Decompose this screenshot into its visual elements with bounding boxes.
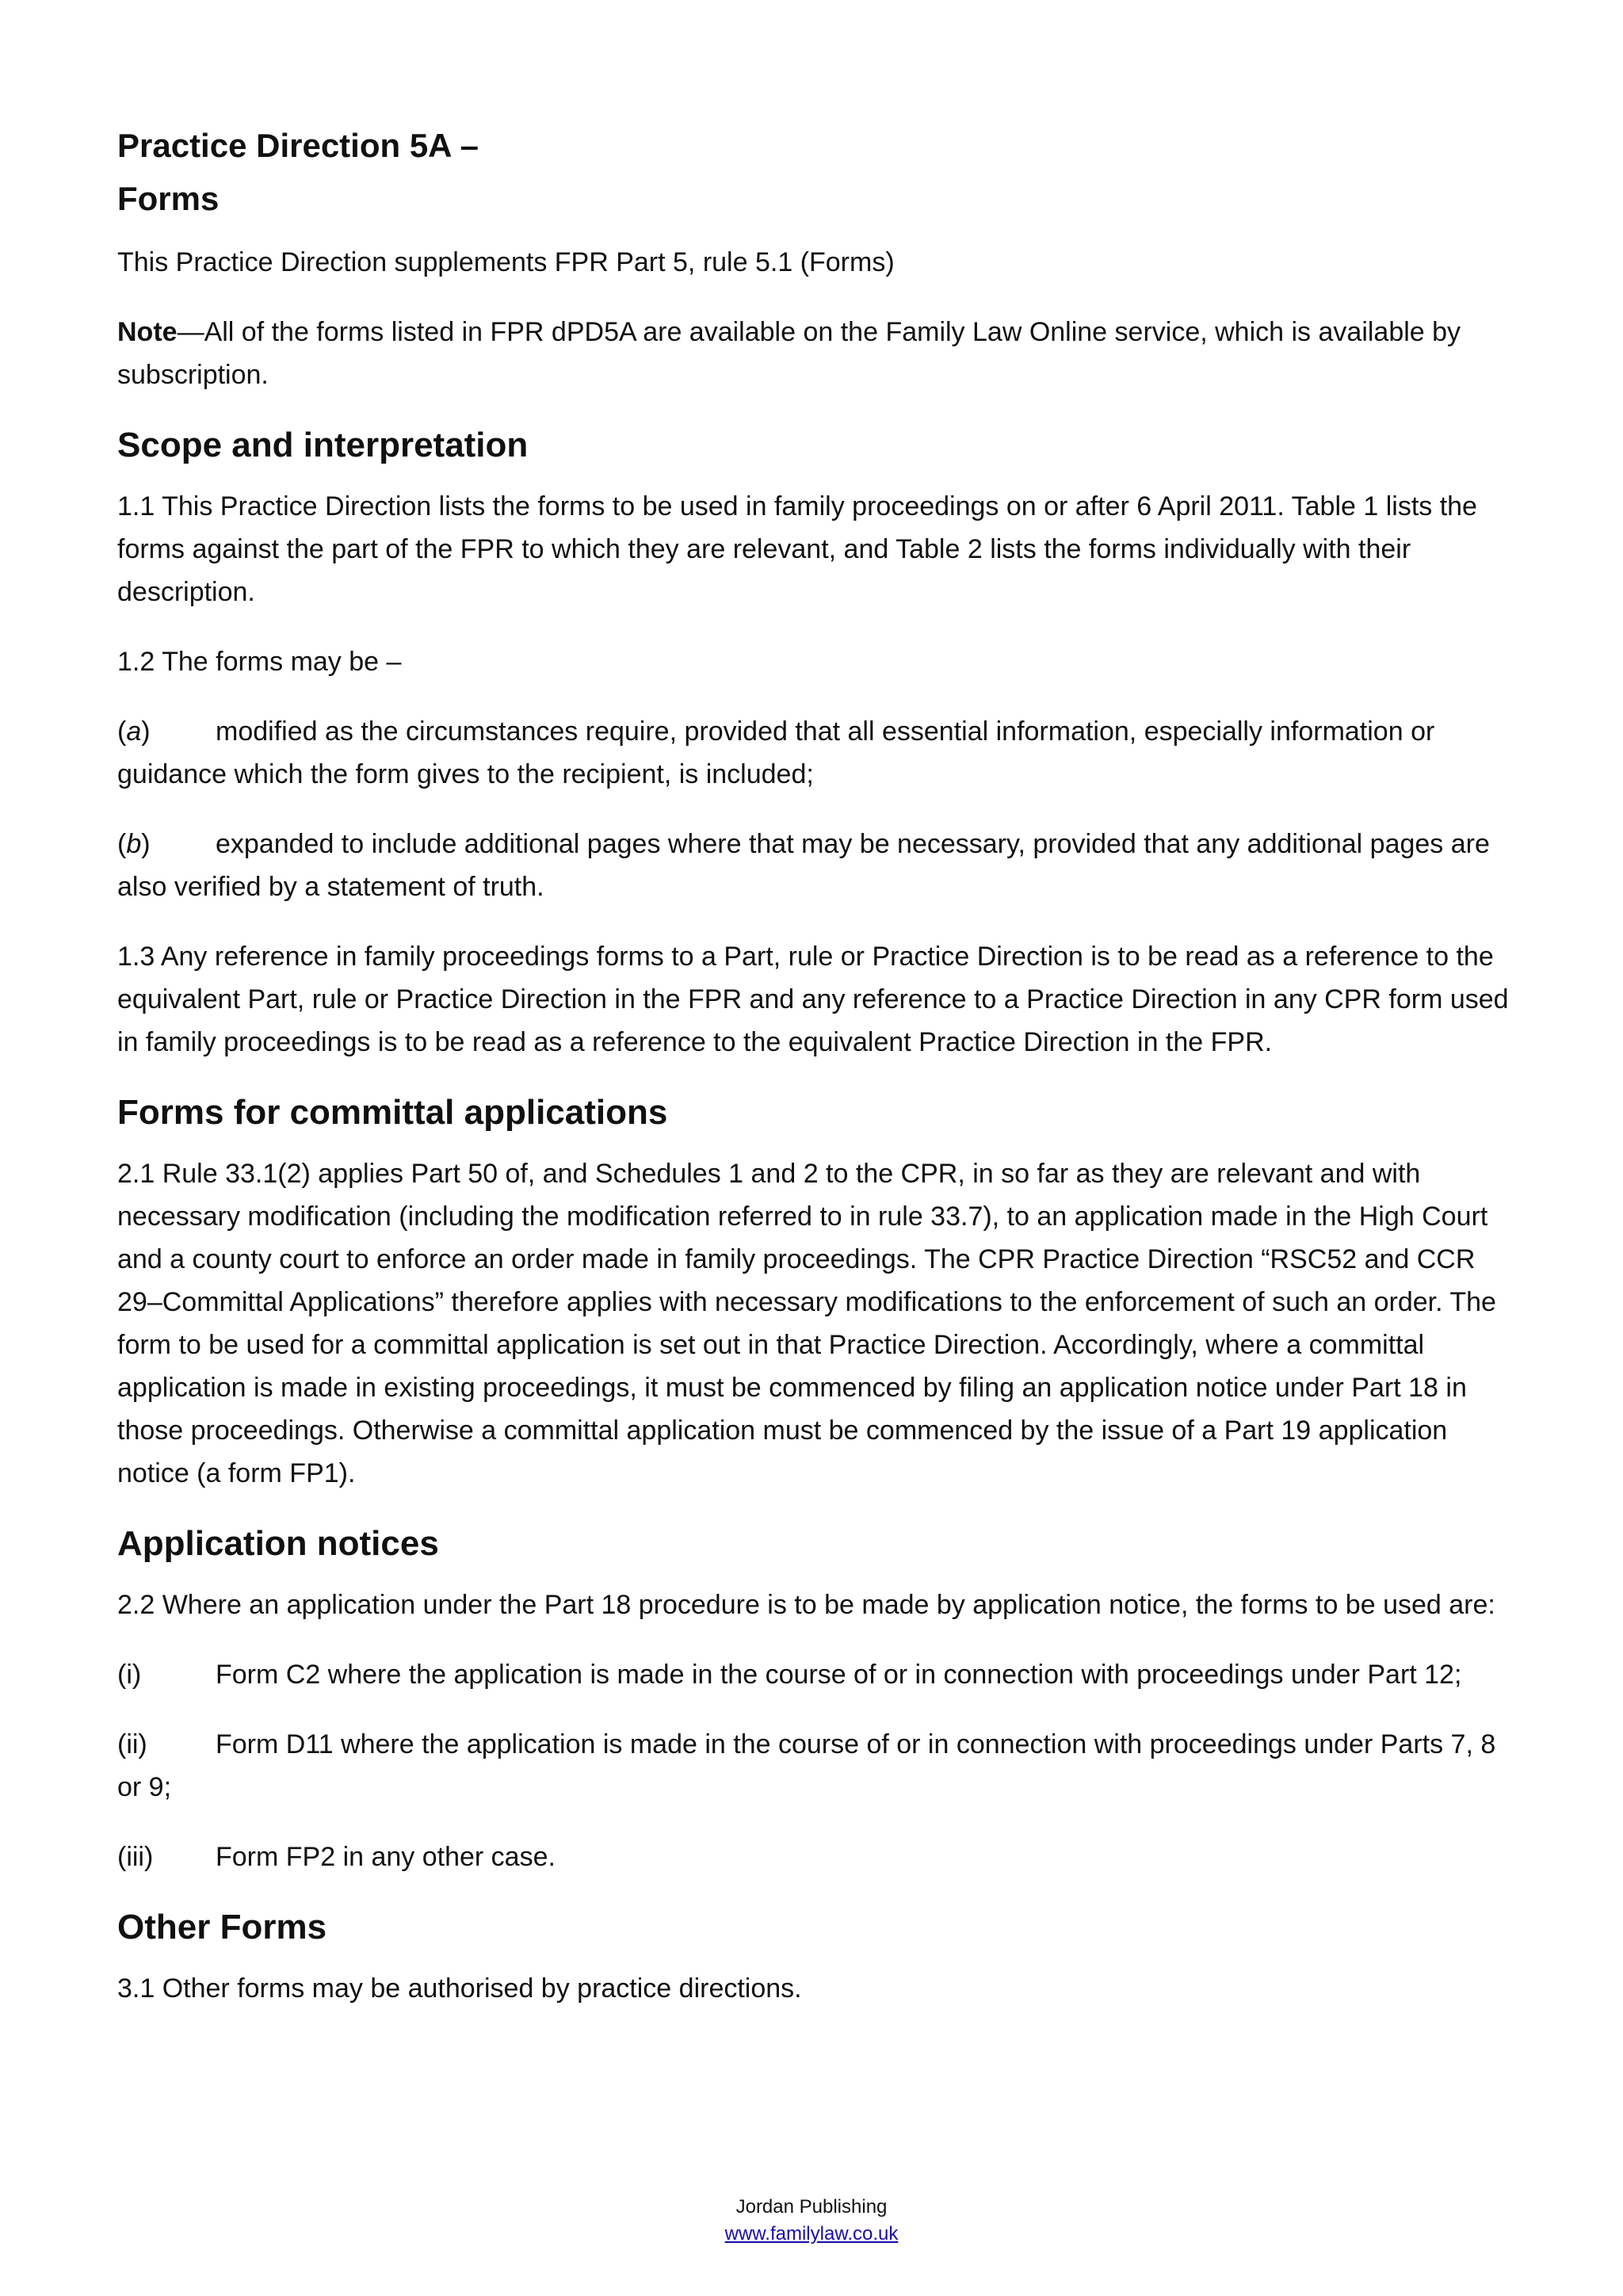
paragraph-1-1: 1.1 This Practice Direction lists the forms to be used in family proceedings on or after 6 April 2011. Table 1 lists the forms against the part of the FPR to which they are relevant, and Table 2 lists the forms individually with their description.: [117, 491, 1477, 607]
list-item-text: Form D11 where the application is made in the course of or in connection with proceedings under Parts 7, 8 or 9;: [117, 1729, 1496, 1802]
intro-paragraph: This Practice Direction supplements FPR Part 5, rule 5.1 (Forms): [117, 247, 895, 277]
list-item-label: (i): [117, 1660, 142, 1690]
paragraph-2-1: 2.1 Rule 33.1(2) applies Part 50 of, and Schedules 1 and 2 to the CPR, in so far as they are relevant and with necessary modification (including the modification referred to in rule 33.7), to an application made in the High Court and a county court to enforce an order made in family proceedings. The CPR Practice Direction “RSC52 and CCR 29–Committal Applications” therefore applies with necessary modifications to the enforcement of such an order. The form to be used for a committal application is set out in that Practice Direction. Accordingly, where a committal application is made in existing proceedings, it must be commenced by filing an application notice under Part 18 in those proceedings. Otherwise a committal application must be commenced by the issue of a Part 19 application notice (a form FP1).: [117, 1159, 1496, 1488]
title-line-1: Practice Direction 5A –: [117, 127, 479, 164]
note-text: —All of the forms listed in FPR dPD5A are available on the Family Law Online service, which is available by subscription.: [117, 317, 1461, 390]
paragraph-1-3: 1.3 Any reference in family proceedings forms to a Part, rule or Practice Direction is to be read as a reference to the equivalent Part, rule or Practice Direction in the FPR and any reference to a Practice Direction in any CPR form used in family proceedings is to be read as a reference to the equivalent Practice Direction in the FPR.: [117, 942, 1509, 1057]
footer-publisher: Jordan Publishing: [735, 2196, 888, 2218]
document-page: [117, 119, 1522, 2037]
heading-application-notices: Application notices: [117, 1524, 439, 1563]
list-item-text: Form C2 where the application is made in the course of or in connection with proceedings under Part 12;: [216, 1660, 1462, 1690]
list-item-text: expanded to include additional pages where that may be necessary, provided that any additional pages are also verified by a statement of truth.: [117, 829, 1490, 902]
heading-scope: Scope and interpretation: [117, 426, 529, 464]
list-item-text: Form FP2 in any other case.: [216, 1842, 556, 1872]
list-item-label: (iii): [117, 1842, 154, 1872]
title-line-2: Forms: [117, 180, 220, 217]
heading-committal: Forms for committal applications: [117, 1093, 668, 1132]
list-item-text: modified as the circumstances require, provided that all essential information, especially information or guidance which the form gives to the recipient, is included;: [117, 716, 1435, 789]
list-item-iii: [117, 1836, 1522, 1878]
list-item-ii: [117, 1723, 1522, 1809]
list-item-b: [117, 823, 1522, 908]
list-item-a: [117, 710, 1522, 796]
list-item-i: [117, 1653, 1522, 1696]
list-item-label: (ii): [117, 1729, 147, 1759]
list-item-label: (a): [117, 716, 151, 747]
paragraph-2-2: 2.2 Where an application under the Part 18 procedure is to be made by application notice, the forms to be used are:: [117, 1590, 1495, 1620]
heading-other-forms: Other Forms: [117, 1908, 327, 1946]
list-item-label: (b): [117, 829, 151, 859]
paragraph-1-2: 1.2 The forms may be –: [117, 647, 402, 677]
note-label: Note: [117, 317, 178, 347]
page-title: [117, 119, 1522, 225]
footer-link[interactable]: www.familylaw.co.uk: [724, 2223, 899, 2244]
paragraph-3-1: 3.1 Other forms may be authorised by practice directions.: [117, 1973, 802, 2004]
note-paragraph: [117, 311, 1522, 396]
page-footer: [0, 2194, 1623, 2248]
